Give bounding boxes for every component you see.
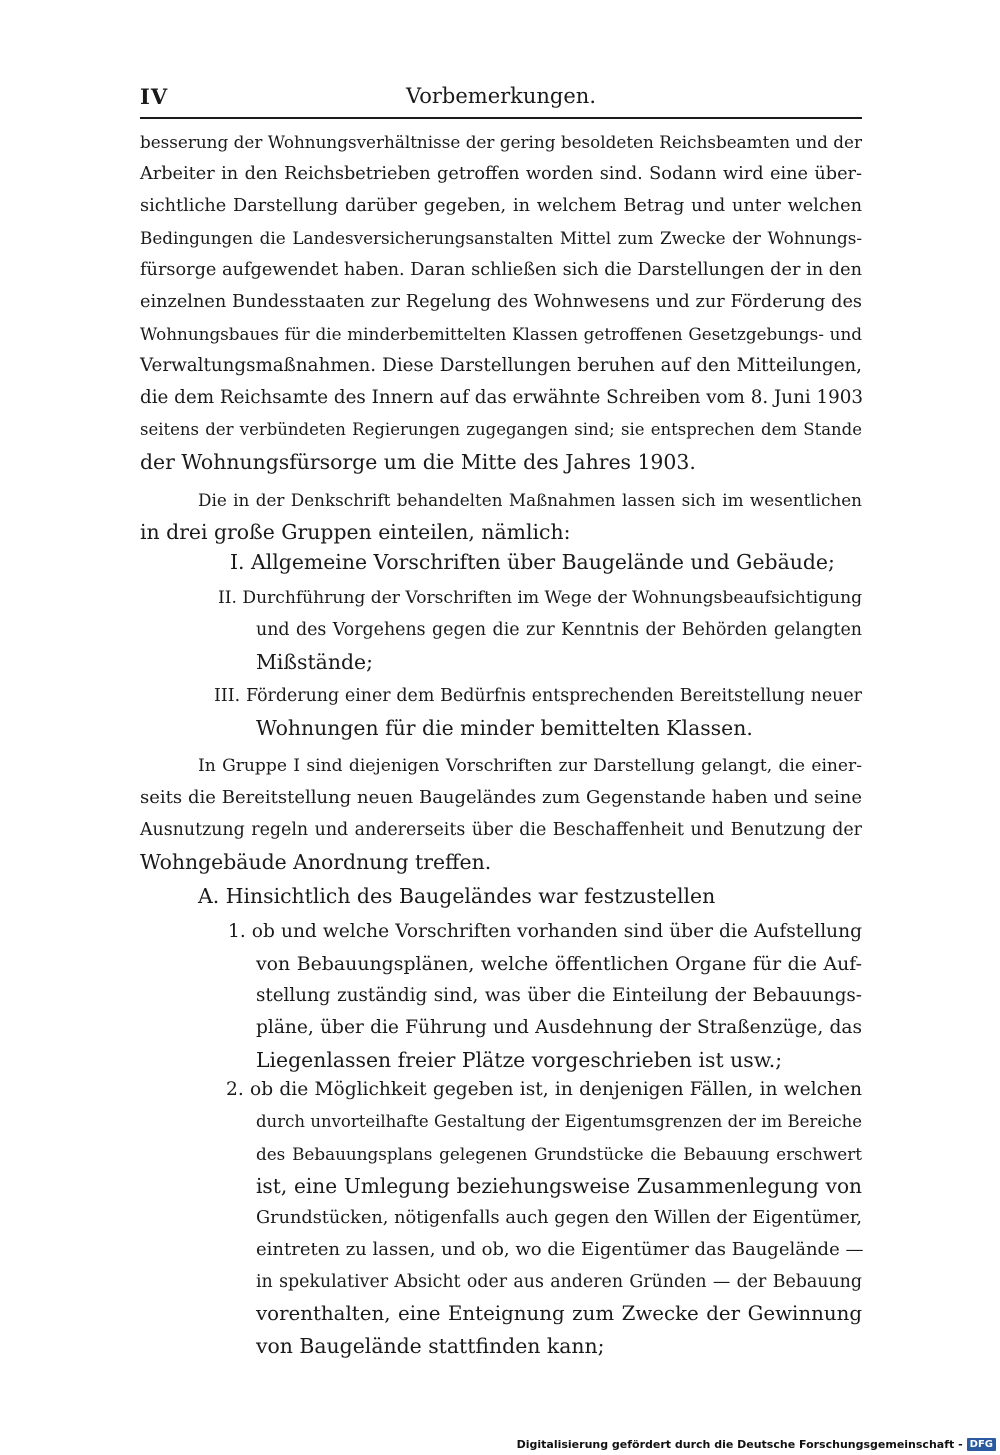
page-header — [140, 84, 862, 114]
text-line: die dem Reichsamte des Innern auf das erwähnte Schreiben vom 8. Juni 1903 — [140, 387, 864, 408]
list-item-group-1: I. Allgemeine Vorschriften über Baugelände und Gebäude; — [230, 550, 835, 574]
text-line: eintreten zu lassen, und ob, wo die Eigentümer das Baugelände — — [256, 1239, 864, 1260]
text-line: Wohngebäude Anordnung treffen. — [140, 850, 492, 874]
list-item-1: 1. ob und welche Vorschriften vorhanden sind über die Aufstellung — [228, 921, 862, 942]
text-line: pläne, über die Führung und Ausdehnung der Straßenzüge, das — [256, 1017, 862, 1038]
text-line: in spekulativer Absicht oder aus anderen Gründen — der Bebauung — [256, 1272, 862, 1292]
text-line: besserung der Wohnungsverhältnisse der gering besoldeten Reichsbeamten und der — [140, 132, 862, 152]
running-title: Vorbemerkungen. — [405, 84, 596, 108]
text-line: Verwaltungsmaßnahmen. Diese Darstellungen beruhen auf den Mitteilungen, — [140, 355, 862, 376]
text-line: In Gruppe I sind diejenigen Vorschriften zur Darstellung gelangt, die einer- — [198, 756, 862, 776]
dfg-logo: DFG — [967, 1438, 996, 1451]
text-line: der Wohnungsfürsorge um die Mitte des Jahres 1903. — [140, 450, 696, 474]
page-number: IV — [140, 84, 169, 109]
list-item-group-2: II. Durchführung der Vorschriften im Wege der Wohnungsbeaufsichtigung — [218, 588, 863, 608]
text-line: stellung zuständig sind, was über die Einteilung der Bebauungs- — [256, 985, 862, 1006]
credit-text: Digitalisierung gefördert durch die Deutsche Forschungsgemeinschaft - — [516, 1437, 963, 1451]
text-line: Ausnutzung regeln und andererseits über die Beschaffenheit und Benutzung der — [140, 820, 862, 840]
section-heading-a: A. Hinsichtlich des Baugeländes war festzustellen — [198, 884, 716, 908]
text-line: von Baugelände stattfinden kann; — [256, 1334, 605, 1358]
text-line: einzelnen Bundesstaaten zur Regelung des Wohnwesens und zur Förderung des — [140, 292, 862, 312]
text-line: und des Vorgehens gegen die zur Kenntnis der Behörden gelangten — [256, 620, 862, 640]
text-line: Wohnungsbaues für die minderbemittelten Klassen getroffenen Gesetzgebungs- und — [140, 324, 862, 344]
text-line: Die in der Denkschrift behandelten Maßnahmen lassen sich im wesentlichen — [198, 490, 862, 510]
text-line: Bedingungen die Landesversicherungsanstalten Mittel zum Zwecke der Wohnungs- — [140, 228, 862, 248]
text-line: seits die Bereitstellung neuen Baugeländes zum Gegenstande haben und seine — [140, 787, 862, 808]
list-item-group-3: III. Förderung einer dem Bedürfnis entsprechenden Bereitstellung neuer — [214, 686, 862, 706]
text-line: vorenthalten, eine Enteignung zum Zwecke der Gewinnung — [256, 1302, 862, 1325]
text-line: Wohnungen für die minder bemittelten Klassen. — [256, 716, 753, 740]
text-line: durch unvorteilhafte Gestaltung der Eigentumsgrenzen der im Bereiche — [256, 1112, 862, 1131]
text-line: fürsorge aufgewendet haben. Daran schließen sich die Darstellungen der in den — [140, 260, 862, 280]
text-line: sichtliche Darstellung darüber gegeben, in welchem Betrag und unter welchen — [140, 196, 862, 216]
text-line: seitens der verbündeten Regierungen zugegangen sind; sie entsprechen dem Stande — [140, 420, 862, 439]
text-line: ist, eine Umlegung beziehungsweise Zusammenlegung von — [256, 1174, 862, 1198]
text-line: Grundstücken, nötigenfalls auch gegen den Willen der Eigentümer, — [256, 1208, 862, 1228]
text-line: des Bebauungsplans gelegenen Grundstücke die Bebauung erschwert — [256, 1144, 862, 1164]
text-line: Arbeiter in den Reichsbetrieben getroffen worden sind. Sodann wird eine über- — [140, 164, 862, 184]
text-line: von Bebauungsplänen, welche öffentlichen Organe für die Auf- — [256, 953, 862, 975]
text-line: in drei große Gruppen einteilen, nämlich: — [140, 520, 571, 544]
list-item-2: 2. ob die Möglichkeit gegeben ist, in denjenigen Fällen, in welchen — [226, 1079, 862, 1100]
text-line: Liegenlassen freier Plätze vorgeschrieben ist usw.; — [256, 1048, 783, 1072]
header-rule — [140, 117, 862, 119]
text-line: Mißstände; — [256, 650, 373, 674]
digitization-credit — [513, 1433, 1000, 1455]
